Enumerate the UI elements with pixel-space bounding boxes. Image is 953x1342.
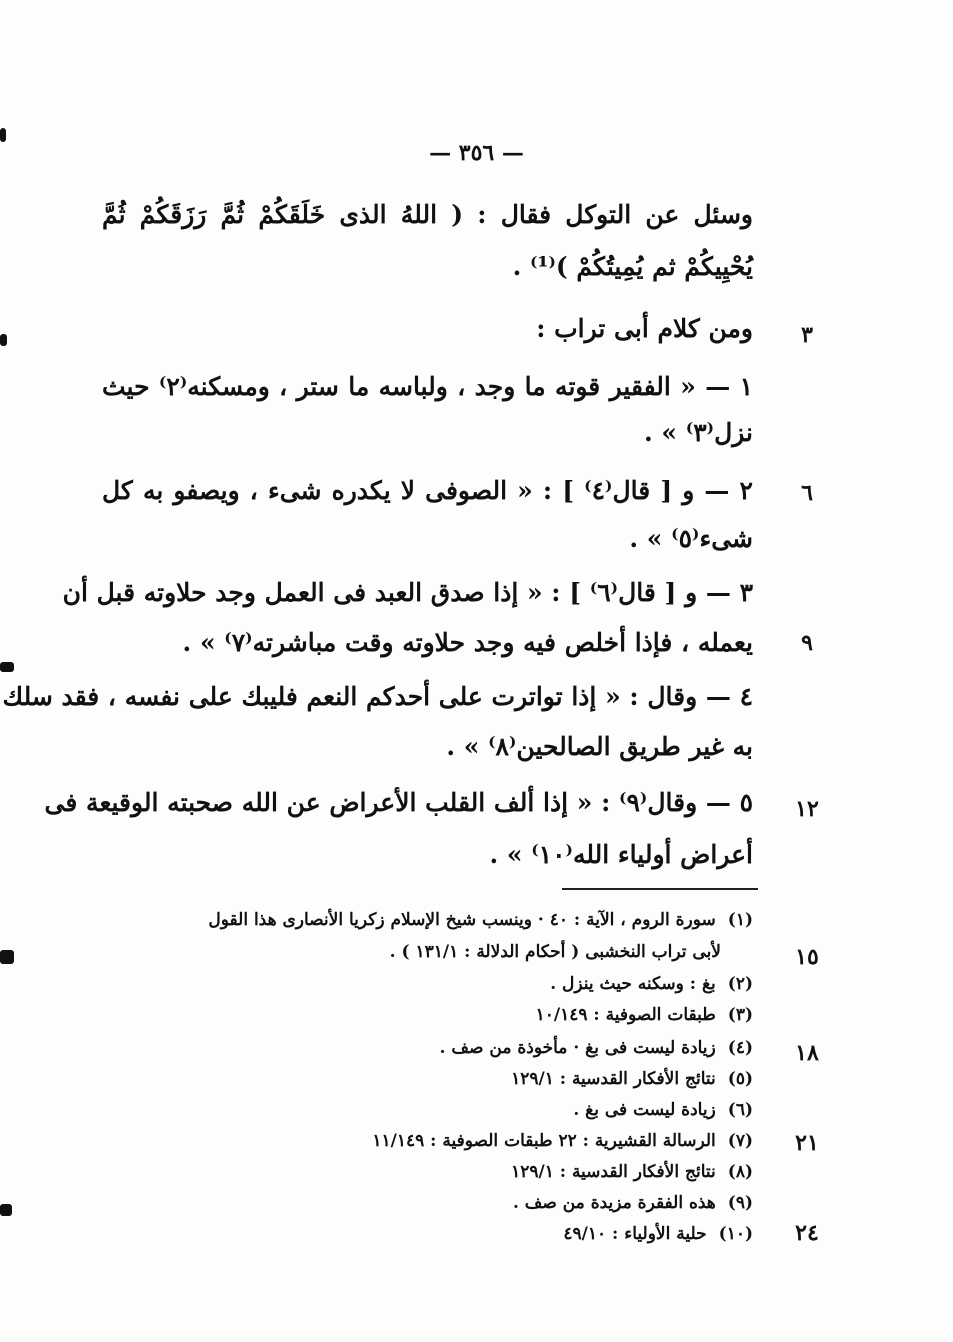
body-line: نزل⁽٣⁾ » .: [644, 418, 753, 447]
footnote-text: زيادة ليست فى بغ .: [573, 1100, 716, 1120]
line-number: ٦: [801, 480, 813, 506]
footnote: [390, 942, 721, 962]
line-number: ٢٤: [795, 1220, 819, 1246]
body-line: ٣ — و [ قال⁽٦⁾ ] : « إذا صدق العبد فى العمل وجد حلاوته قبل أن: [62, 578, 753, 607]
footnote-text: زيادة ليست فى بغ · مأخوذة من صف .: [439, 1038, 716, 1058]
line-number: ٢١: [795, 1130, 819, 1156]
body-line: أعراض أولياء الله⁽١٠⁾ » .: [489, 840, 753, 869]
footnote: [536, 1005, 753, 1025]
scan-mark: [0, 1204, 12, 1216]
footnote: [440, 1038, 753, 1058]
footnote-text: سورة الروم ، الآية : ٤٠ · وينسب شيخ الإسلام زكريا الأنصارى هذا القول: [208, 910, 716, 930]
footnote: [208, 910, 753, 930]
body-line: يعمله ، فإذا أخلص فيه وجد حلاوته وقت مباشرته⁽٧⁾ » .: [182, 628, 753, 657]
line-number: ١٥: [795, 944, 819, 970]
footnote: [563, 1224, 753, 1244]
footnote-mark: (٥): [727, 1069, 753, 1089]
footnote-mark: (٩): [727, 1193, 753, 1213]
footnote: [550, 974, 753, 994]
footnote-text: هذه الفقرة مزيدة من صف .: [512, 1193, 716, 1213]
footnote: [511, 1069, 753, 1089]
body-line: ٢ — و [ قال⁽٤⁾ ] : « الصوفى لا يكدره شىء ، ويصفو به كل: [102, 476, 753, 505]
body-line: وسئل عن التوكل فقال : ( اللهُ الذى خَلَقَكُمْ ثُمَّ رَزَقَكُمْ ثُمَّ: [102, 200, 753, 229]
footnote-text: لأبى تراب النخشبى ( أحكام الدلالة : ١٣١/١ ) .: [389, 942, 721, 962]
line-number: ٣: [801, 322, 813, 348]
line-number: ١٢: [795, 796, 819, 822]
body-line: ٤ — وقال : « إذا تواترت على أحدكم النعم فليبك على نفسه ، فقد سلك: [2, 682, 753, 711]
body-line: ١ — « الفقير قوته ما وجد ، ولباسه ما ستر ، ومسكنه⁽٢⁾ حيث: [102, 372, 754, 401]
footnote: [513, 1193, 753, 1213]
footnote: [573, 1100, 753, 1120]
footnote-mark: (٦): [727, 1100, 753, 1120]
footnote-text: حلية الأولياء : ٤٩/١٠: [563, 1224, 707, 1244]
footnote-text: نتائج الأفكار القدسية : ١٢٩/١: [511, 1162, 716, 1182]
body-line: شىء⁽٥⁾ » .: [629, 524, 753, 553]
scan-mark: [0, 662, 14, 672]
footnote: [511, 1162, 753, 1182]
line-number: ١٨: [795, 1040, 819, 1066]
body-line: يُحْيِيكُمْ ثم يُمِيتُكُمْ )⁽¹⁾ .: [512, 252, 753, 281]
footnote-text: بغ : وسكنه حيث ينزل .: [550, 974, 716, 994]
footnote: [372, 1131, 753, 1151]
page-number: — ٣٥٦ —: [429, 140, 524, 166]
scan-mark: [0, 334, 7, 346]
body-line: ومن كلام أبى تراب :: [536, 314, 753, 343]
scan-mark: [0, 950, 14, 964]
footnote-mark: (٢): [727, 974, 753, 994]
footnote-mark: (٧): [727, 1131, 753, 1151]
footnote-mark: (٤): [727, 1038, 753, 1058]
line-number: ٩: [801, 630, 813, 656]
footnote-mark: (١٠): [718, 1224, 753, 1244]
footnote-text: الرسالة القشيرية : ٢٢ طبقات الصوفية : ١١/١٤٩: [372, 1131, 716, 1151]
footnote-mark: (٨): [727, 1162, 753, 1182]
footnote-text: نتائج الأفكار القدسية : ١٢٩/١: [511, 1069, 716, 1089]
body-line: به غير طريق الصالحين⁽٨⁾ » .: [446, 732, 753, 761]
footnote-mark: (٣): [727, 1005, 753, 1025]
footnote-mark: (١): [727, 910, 753, 930]
footnote-text: طبقات الصوفية : ١٠/١٤٩: [535, 1005, 716, 1025]
footnote-separator: [562, 888, 758, 890]
body-line: ٥ — وقال⁽٩⁾ : « إذا ألف القلب الأعراض عن الله صحبته الوقيعة فى: [44, 788, 753, 817]
